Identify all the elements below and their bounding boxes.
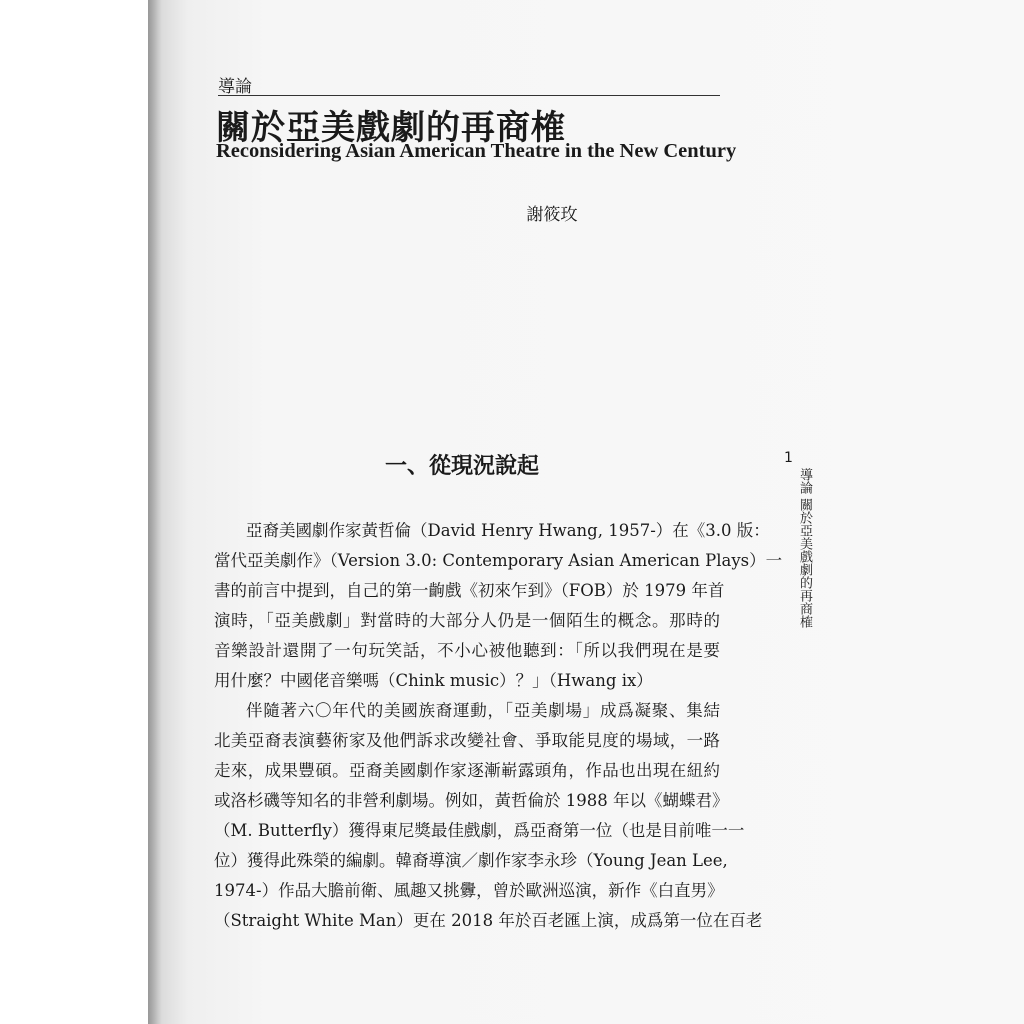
body-line: 位）獲得此殊榮的編劇。韓裔導演／劇作家李永珍（Young Jean Lee, — [214, 851, 728, 870]
body-line: 用什麼？中國佬音樂嗎（Chink music）？」（Hwang ix） — [214, 671, 653, 690]
running-head-chapter: 導論 — [797, 468, 812, 494]
running-head-vertical — [772, 468, 812, 628]
chapter-label: 導論 — [218, 77, 252, 97]
gutter-shadow — [148, 0, 162, 1024]
body-line: （M. Butterfly）獲得東尼獎最佳戲劇，爲亞裔第一位（也是目前唯一一 — [214, 821, 745, 840]
body-line: 音樂設計還開了一句玩笑話，不小心被他聽到：「所以我們現在是要 — [214, 641, 720, 660]
running-head-title: 關於亞美戲劇的再商榷 — [797, 498, 812, 629]
author-name: 謝筱玫 — [526, 205, 578, 225]
page-number: 1 — [784, 450, 793, 466]
body-line: 北美亞裔表演藝術家及他們訴求改變社會、爭取能見度的場域，一路 — [214, 731, 720, 750]
body-line: 或洛杉磯等知名的非營利劇場。例如，黃哲倫於 1988 年以《蝴蝶君》 — [214, 791, 729, 810]
header-rule — [218, 95, 720, 96]
body-line: 走來，成果豐碩。亞裔美國劇作家逐漸嶄露頭角，作品也出現在紐約 — [214, 761, 720, 780]
chapter-title-english: Reconsidering Asian American Theatre in the New Century — [216, 140, 737, 162]
body-line: 伴隨著六〇年代的美國族裔運動，「亞美劇場」成爲凝聚、集結 — [246, 701, 720, 720]
body-line: 當代亞美劇作》（Version 3.0: Contemporary Asian American Plays）一 — [214, 551, 783, 570]
body-line: 書的前言中提到，自己的第一齣戲《初來乍到》（FOB）於 1979 年首 — [214, 581, 725, 600]
body-line: （Straight White Man）更在 2018 年於百老匯上演，成爲第一位在百老 — [214, 911, 763, 930]
chapter-title-chinese: 關於亞美戲劇的再商榷 — [216, 108, 566, 148]
section-heading: 一、從現況說起 — [385, 453, 540, 479]
body-line: 1974-）作品大膽前衛、風趣又挑釁，曾於歐洲巡演，新作《白直男》 — [214, 881, 724, 900]
body-line: 演時，「亞美戲劇」對當時的大部分人仍是一個陌生的概念。那時的 — [214, 611, 720, 630]
body-line: 亞裔美國劇作家黃哲倫（David Henry Hwang, 1957-）在《3.0 版： — [246, 521, 770, 540]
